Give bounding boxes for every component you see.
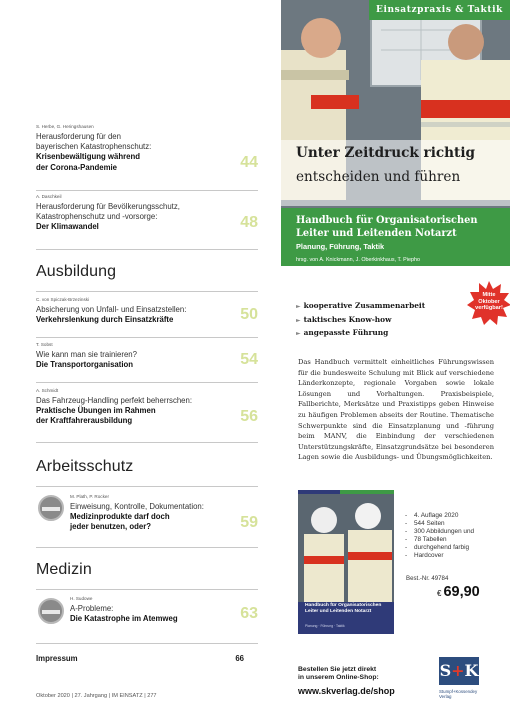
toc-page-number: 56 (240, 407, 258, 425)
book-subtitle: Planung, Führung, Taktik (296, 242, 385, 251)
toc-topic: Herausforderung für Bevölkerungsschutz, (36, 202, 180, 211)
toc-authors: A. Daschkeil (36, 194, 62, 199)
toc-headline: Die Transportorganisation (36, 360, 134, 370)
book-specs (405, 512, 474, 561)
toc-topic: Das Fahrzeug-Handling perfekt beherrschen: (36, 396, 193, 405)
impressum-page: 66 (235, 654, 244, 663)
feature-item: ► angepasste Führung (296, 328, 389, 337)
toc-page-number: 63 (240, 605, 258, 623)
toc-authors: S. Herbe, G. Heringshausen (36, 124, 94, 129)
toc-headline: der Corona-Pandemie (36, 162, 118, 172)
spec-item: - durchgehend farbig (405, 544, 474, 552)
feature-item: ► taktisches Know-how (296, 314, 392, 324)
divider (36, 589, 258, 590)
divider (36, 291, 258, 292)
toc-entry[interactable] (36, 194, 258, 233)
series-ribbon: Einsatzpraxis & Taktik (369, 0, 510, 20)
toc-headline: Krisenbewältigung während (36, 152, 140, 162)
toc-page-number: 48 (240, 213, 258, 231)
toc-headline: der Kraftfahrerausbildung (36, 416, 133, 426)
toc-page-number: 59 (240, 513, 258, 531)
triangle-bullet-icon: ► (296, 303, 301, 310)
triangle-bullet-icon: ► (296, 316, 301, 324)
toc-topic: Wie kann man sie trainieren? (36, 350, 137, 359)
spec-item: - 300 Abbildungen und (405, 528, 474, 536)
toc-entry[interactable] (70, 494, 258, 533)
emergency-badge-icon (38, 598, 64, 624)
book-advertisement (281, 0, 510, 721)
toc-headline: Praktische Übungen im Rahmen (36, 406, 156, 416)
book-cover-title: Handbuch für Organisatorischen Leiter und Leitenden Notarzt (305, 603, 382, 614)
section-title: Arbeitsschutz (36, 458, 134, 475)
shop-link[interactable]: www.skverlag.de/shop (298, 686, 395, 696)
toc-authors: C. von Spiczak-Brzezinski (36, 297, 90, 302)
toc-headline: Verkehrslenkung durch Einsatzkräfte (36, 315, 174, 325)
section-title: Ausbildung (36, 263, 117, 280)
price: € 69,90 (437, 584, 480, 600)
book-description: Das Handbuch vermittelt einheitliches Führungswissen für die bundesweite Schulung mit Blick auf verschiedene Länderkonzepte, regionale Vorgaben sowie lokale Lösungen und Vorhaltungen. Praxisbeispiele, Fallberichte, Merksätze und Praxistipps geben Hinweise zu häufigen Problemen abseits der Routine. Thematische Schwerpunkte sind die Einsatzplanung und -führung beim MANV, die Einbindung der verschiedenen Unterstützungskräfte, Einsatzgrundsätze bei besonderen Lagen sowie die Ausbildungs- und Übungsmöglichkeiten. (298, 358, 494, 462)
toc-headline: jeder benutzen, oder? (70, 522, 152, 532)
toc-topic: bayerischen Katastrophenschutz: (36, 142, 152, 152)
ad-headline: Unter Zeitdruck richtig (296, 145, 475, 161)
toc-authors: T. Sobst (36, 342, 53, 347)
toc-topic: Einweisung, Kontrolle, Dokumentation: (70, 502, 204, 511)
toc-topic: A-Probleme: (70, 604, 114, 613)
spec-item: - Hardcover (405, 552, 474, 560)
toc-entry[interactable] (36, 342, 258, 370)
toc-page-number: 44 (240, 153, 258, 171)
publisher-caption: Stumpf+Kossendey Verlag (439, 689, 478, 700)
toc-entry[interactable] (36, 297, 258, 325)
ad-title-band (281, 208, 510, 266)
spec-item: - 544 Seiten (405, 520, 474, 528)
book-cover-photo (298, 494, 394, 602)
impressum-label: Impressum (36, 654, 78, 663)
feature-list (296, 300, 425, 341)
toc-authors: H. Sudowe (70, 596, 93, 601)
page-footer: Oktober 2020 | 27. Jahrgang | IM EINSATZ | 277 (36, 693, 157, 699)
divider (36, 190, 258, 191)
order-call: Bestellen Sie jetzt direkt in unserem Online-Shop: (298, 666, 379, 682)
spec-item: - 78 Tabellen (405, 536, 474, 544)
divider (36, 337, 258, 338)
divider (36, 547, 258, 548)
divider (36, 249, 258, 250)
toc-entry[interactable] (36, 124, 258, 173)
impressum-entry[interactable] (36, 654, 244, 663)
toc-headline: Der Klimawandel (36, 222, 99, 232)
ad-hero-image (281, 0, 510, 208)
book-title: Handbuch für Organisatorischen Leiter und Leitenden Notarzt (296, 215, 478, 239)
toc-entry[interactable] (36, 388, 258, 427)
emergency-badge-icon (38, 495, 64, 521)
toc-headline: Die Katastrophe im Atemweg (70, 614, 178, 624)
triangle-bullet-icon: ► (296, 330, 301, 337)
divider (36, 643, 258, 644)
publisher-logo: S+K (439, 657, 479, 685)
book-cover-subtitle: Planung · Führung · Taktik (305, 624, 345, 628)
toc-topic: Absicherung von Unfall- und Einsatzstellen: (36, 305, 187, 314)
toc-page-number: 50 (240, 306, 258, 324)
divider (36, 442, 258, 443)
toc-topic: Katastrophenschutz und -vorsorge: (36, 212, 158, 222)
ad-headline-2: entscheiden und führen (296, 169, 461, 185)
book-cover (298, 490, 394, 634)
feature-item: ► kooperative Zusammenarbeit (296, 301, 426, 310)
section-title: Medizin (36, 561, 92, 578)
toc-entry[interactable] (70, 596, 258, 624)
divider (36, 486, 258, 487)
toc-authors: M. Plath, P. Rocker (70, 494, 109, 499)
book-editors: hrsg. von A. Knickmann, J. Oberkinkhaus, T. Piepho (296, 257, 420, 263)
spec-item: - 4. Auflage 2020 (405, 512, 474, 520)
toc-authors: A. Schmidt (36, 388, 59, 393)
toc-page-number: 54 (240, 351, 258, 369)
toc-topic: Herausforderung für den (36, 132, 121, 141)
toc-headline: Medizinprodukte darf doch (70, 512, 170, 522)
availability-badge: Mitte Oktober verfügbar! (475, 292, 503, 312)
divider (36, 382, 258, 383)
order-number: Best.-Nr. 49784 (406, 575, 449, 582)
